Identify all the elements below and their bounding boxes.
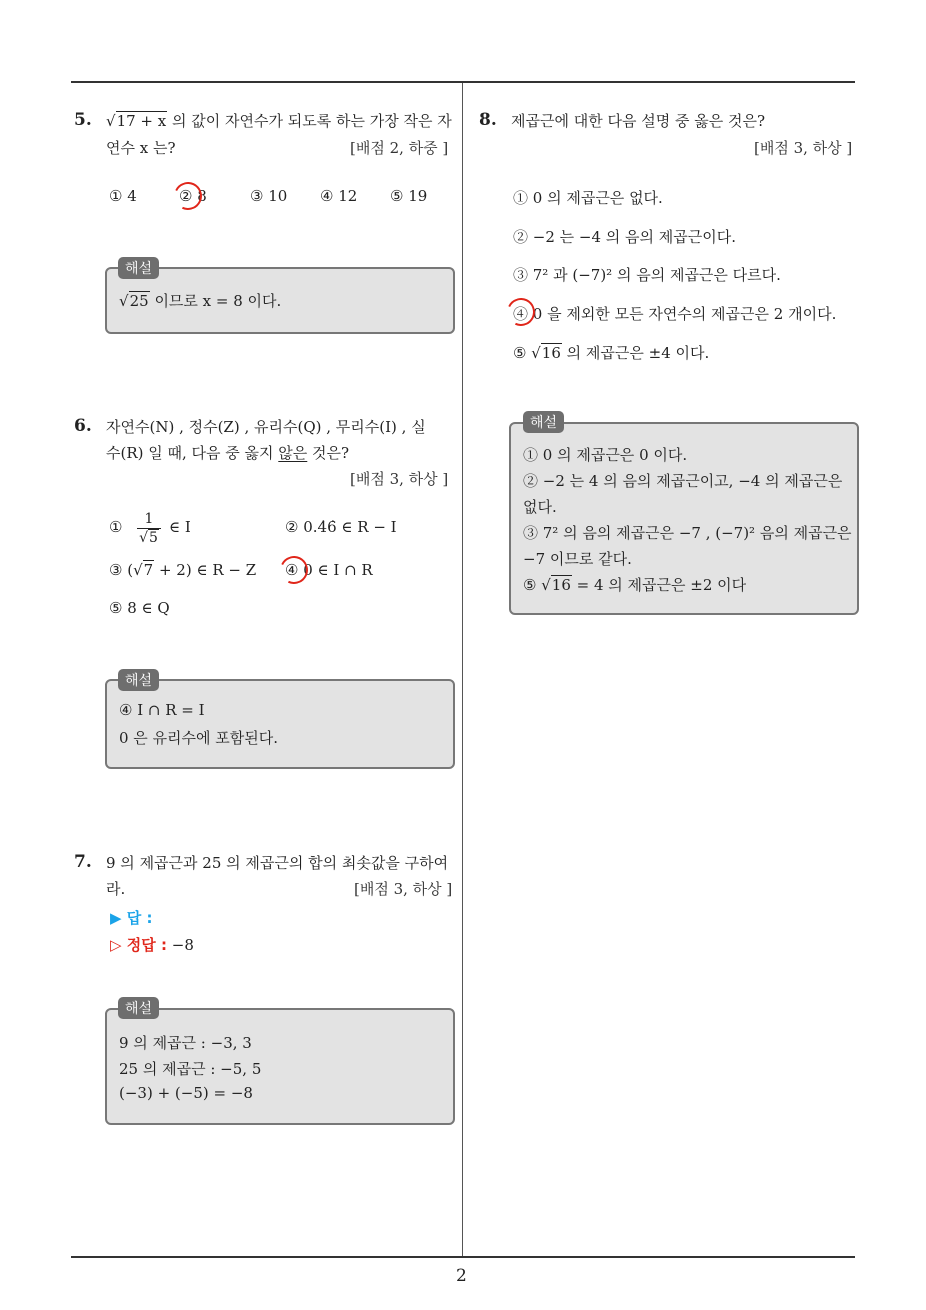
q8-option-3[interactable]: ③ 7² 과 (−7)² 의 음의 제곱근은 다르다. <box>513 266 781 284</box>
q6-line2-b: 것은? <box>307 444 350 462</box>
q7-solution-line-2: 25 의 제곱근 : −5, 5 <box>119 1060 262 1078</box>
q8-solution-line-2: ② −2 는 4 의 음의 제곱근이고, −4 의 제곱근은 <box>523 472 843 490</box>
q7-correct-answer <box>110 934 194 955</box>
q5-answer-mark-icon <box>170 178 206 214</box>
q5-solution-line: √25 이므로 x = 8 이다. <box>119 292 282 310</box>
q7-solution-line-1: 9 의 제곱근 : −3, 3 <box>119 1034 252 1052</box>
q5-option-2[interactable]: ② 8 <box>179 187 207 205</box>
q8-solution-line-5: −7 이므로 같다. <box>523 550 632 568</box>
q8-solution-line-4: ③ 7² 의 음의 제곱근은 −7 , (−7)² 음의 제곱근은 <box>523 524 852 542</box>
q8-meta: [배점 3, 하상 ] <box>754 139 853 157</box>
column-divider <box>462 83 463 1257</box>
q5-solution-rest: 이므로 x = 8 이다. <box>154 292 282 310</box>
q6-solution-line-2: 0 은 유리수에 포함된다. <box>119 729 279 747</box>
q5-option-4[interactable]: ④ 12 <box>320 187 358 205</box>
q7-answer-label: ▶ 답 : <box>110 909 153 927</box>
q7-meta: [배점 3, 하상 ] <box>354 880 453 898</box>
q8-option-2[interactable]: ② −2 는 −4 의 음의 제곱근이다. <box>513 228 737 246</box>
q5-line1-rest: 의 값이 자연수가 되도록 하는 가장 작은 자 <box>172 112 452 130</box>
page-number: 2 <box>456 1266 467 1286</box>
q6-solution-line-1: ④ I ∩ R = I <box>119 701 205 719</box>
q8-answer-mark-icon <box>503 294 539 330</box>
q8-solution-line-3: 없다. <box>523 498 557 516</box>
q8-option-4[interactable]: ④ 0 을 제외한 모든 자연수의 제곱근은 2 개이다. <box>513 305 837 323</box>
q6-option-1-denominator: √5 <box>139 530 158 546</box>
q6-line2-a: 수(R) 일 때, 다음 중 옳지 <box>106 444 279 462</box>
q6-meta: [배점 3, 하상 ] <box>350 470 449 488</box>
q5-solution-tag: 해설 <box>118 257 159 279</box>
q6-solution-box <box>105 679 455 769</box>
q6-option-1-mark: ① <box>109 518 123 536</box>
q6-option-2[interactable]: ② 0.4̇6̇ ∈ R − I <box>285 518 397 536</box>
q7-number: 7. <box>74 852 92 872</box>
q6-line1: 자연수(N) , 정수(Z) , 유리수(Q) , 무리수(I) , 실 <box>106 418 426 436</box>
q6-line2-underlined: 않은 <box>278 444 308 462</box>
q8-solution-line-1: ① 0 의 제곱근은 0 이다. <box>523 446 688 464</box>
q5-option-1[interactable]: ① 4 <box>109 187 137 205</box>
q5-number: 5. <box>74 110 92 130</box>
q6-option-1-rest: ∈ I <box>169 518 191 536</box>
q5-radicand: 17 + x <box>116 112 167 130</box>
q8-solution-tag: 해설 <box>523 411 564 433</box>
q6-solution-tag: 해설 <box>118 669 159 691</box>
q6-option-3[interactable]: ③ (√7 + 2) ∈ R − Z <box>109 561 257 579</box>
q8-line1: 제곱근에 대한 다음 설명 중 옳은 것은? <box>511 112 766 130</box>
q5-option-5[interactable]: ⑤ 19 <box>390 187 428 205</box>
q8-option-1[interactable]: ① 0 의 제곱근은 없다. <box>513 189 663 207</box>
q7-solution-tag: 해설 <box>118 997 159 1019</box>
bottom-rule <box>71 1256 855 1258</box>
q6-option-1-numerator: 1 <box>137 510 161 529</box>
q7-line1: 9 의 제곱근과 25 의 제곱근의 합의 최솟값을 구하여 <box>106 854 449 872</box>
q6-option-4[interactable]: ④ 0 ∈ I ∩ R <box>285 561 373 579</box>
q6-number: 6. <box>74 416 92 436</box>
q5-option-3[interactable]: ③ 10 <box>250 187 288 205</box>
q7-correct-label: ▷ 정답 : <box>110 936 167 954</box>
q5-meta: [배점 2, 하중 ] <box>350 139 449 157</box>
q6-answer-mark-icon <box>276 552 312 588</box>
q8-number: 8. <box>479 110 497 130</box>
q8-option-5[interactable]: ⑤ √16 의 제곱근은 ±4 이다. <box>513 344 710 362</box>
q6-option-1-fraction <box>137 510 161 547</box>
top-rule <box>71 81 855 83</box>
q5-solution-radicand: 25 <box>129 292 149 310</box>
q7-solution-line-3: (−3) + (−5) = −8 <box>119 1084 253 1102</box>
q5-line2: 연수 x 는? <box>106 139 176 157</box>
q8-solution-line-6: ⑤ √16 = 4 의 제곱근은 ±2 이다 <box>523 576 747 594</box>
q7-correct-value: −8 <box>171 936 194 954</box>
q7-solution-box <box>105 1008 455 1125</box>
q8-solution-box <box>509 422 859 615</box>
q6-option-5[interactable]: ⑤ 8 ∈ Q <box>109 599 170 617</box>
q6-line2 <box>106 442 349 463</box>
q5-line1: √17 + x 의 값이 자연수가 되도록 하는 가장 작은 자 <box>106 112 452 130</box>
q7-line2: 라. <box>106 880 126 898</box>
